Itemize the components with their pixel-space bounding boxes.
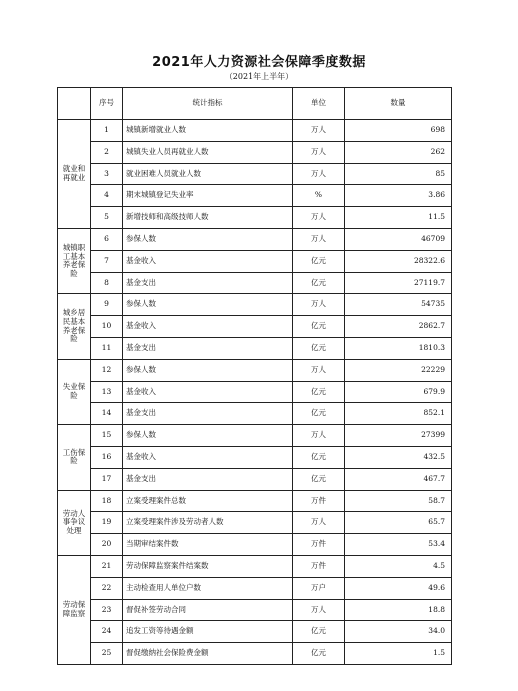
table-row [58,381,452,403]
table-row [58,185,452,207]
serial-number-cell: 10 [91,316,123,338]
table-row [58,359,452,381]
quantity-cell: 46709 [345,228,452,250]
quantity-cell: 698 [345,120,452,142]
serial-number-cell: 7 [91,250,123,272]
table-row [58,446,452,468]
serial-number-cell: 4 [91,185,123,207]
serial-number-cell: 22 [91,577,123,599]
indicator-cell: 当期审结案件数 [123,534,293,556]
quantity-cell: 11.5 [345,207,452,229]
category-cell: 失业保险 [58,359,91,424]
unit-cell: 亿元 [293,316,345,338]
serial-number-cell: 2 [91,141,123,163]
unit-cell: 万件 [293,555,345,577]
unit-cell: 万人 [293,425,345,447]
quantity-cell: 27119.7 [345,272,452,294]
serial-number-cell: 25 [91,643,123,665]
quantity-cell: 4.5 [345,555,452,577]
serial-number-cell: 8 [91,272,123,294]
serial-number-cell: 1 [91,120,123,142]
quantity-cell: 58.7 [345,490,452,512]
table-row [58,621,452,643]
indicator-cell: 期末城镇登记失业率 [123,185,293,207]
unit-cell: 万人 [293,228,345,250]
table-row [58,207,452,229]
unit-cell: 万件 [293,490,345,512]
table-row [58,512,452,534]
quantity-cell: 262 [345,141,452,163]
indicator-cell: 主动检查用人单位户数 [123,577,293,599]
unit-cell: 万人 [293,512,345,534]
header-indicator: 统计指标 [123,88,293,120]
quantity-cell: 53.4 [345,534,452,556]
unit-cell: % [293,185,345,207]
indicator-cell: 立案受理案件总数 [123,490,293,512]
category-cell: 就业和再就业 [58,120,91,229]
unit-cell: 万人 [293,141,345,163]
unit-cell: 万件 [293,534,345,556]
table-row [58,534,452,556]
unit-cell: 亿元 [293,381,345,403]
quantity-cell: 2862.7 [345,316,452,338]
serial-number-cell: 18 [91,490,123,512]
indicator-cell: 督促补签劳动合同 [123,599,293,621]
quantity-cell: 432.5 [345,446,452,468]
unit-cell: 万人 [293,120,345,142]
quantity-cell: 54735 [345,294,452,316]
header-unit: 单位 [293,88,345,120]
indicator-cell: 城镇新增就业人数 [123,120,293,142]
table-row [58,228,452,250]
serial-number-cell: 21 [91,555,123,577]
serial-number-cell: 5 [91,207,123,229]
unit-cell: 亿元 [293,468,345,490]
quantity-cell: 679.9 [345,381,452,403]
unit-cell: 亿元 [293,337,345,359]
page-subtitle: （2021年上半年） [224,72,294,81]
unit-cell: 万人 [293,599,345,621]
indicator-cell: 督促缴纳社会保险费金额 [123,643,293,665]
table-header-row [58,88,452,120]
indicator-cell: 城镇失业人员再就业人数 [123,141,293,163]
page-title: 2021年人力资源社会保障季度数据 [152,55,366,70]
table-body [58,120,452,665]
indicator-cell: 参保人数 [123,425,293,447]
category-cell: 劳动保障监察 [58,555,91,664]
indicator-cell: 追发工资等待遇金额 [123,621,293,643]
indicator-cell: 立案受理案件涉及劳动者人数 [123,512,293,534]
serial-number-cell: 12 [91,359,123,381]
quantity-cell: 852.1 [345,403,452,425]
table-row [58,141,452,163]
category-cell: 工伤保险 [58,425,91,490]
unit-cell: 万人 [293,359,345,381]
category-cell: 劳动人事争议处理 [58,490,91,555]
unit-cell: 亿元 [293,446,345,468]
indicator-cell: 参保人数 [123,228,293,250]
quantity-cell: 3.86 [345,185,452,207]
serial-number-cell: 6 [91,228,123,250]
serial-number-cell: 19 [91,512,123,534]
table-row [58,490,452,512]
table-row [58,316,452,338]
table-row [58,425,452,447]
quantity-cell: 1810.3 [345,337,452,359]
category-cell: 城乡居民基本养老保险 [58,294,91,359]
quantity-cell: 22229 [345,359,452,381]
serial-number-cell: 20 [91,534,123,556]
quantity-cell: 85 [345,163,452,185]
serial-number-cell: 11 [91,337,123,359]
serial-number-cell: 16 [91,446,123,468]
indicator-cell: 基金收入 [123,446,293,468]
indicator-cell: 劳动保障监察案件结案数 [123,555,293,577]
indicator-cell: 基金收入 [123,381,293,403]
indicator-cell: 基金支出 [123,468,293,490]
unit-cell: 万户 [293,577,345,599]
quantity-cell: 467.7 [345,468,452,490]
header-category [58,88,91,120]
quantity-cell: 18.8 [345,599,452,621]
table-row [58,468,452,490]
table-row [58,294,452,316]
indicator-cell: 基金收入 [123,250,293,272]
indicator-cell: 就业困难人员就业人数 [123,163,293,185]
indicator-cell: 参保人数 [123,359,293,381]
header-serial-number: 序号 [91,88,123,120]
indicator-cell: 参保人数 [123,294,293,316]
table-row [58,163,452,185]
table-row [58,643,452,665]
unit-cell: 亿元 [293,272,345,294]
unit-cell: 亿元 [293,621,345,643]
serial-number-cell: 17 [91,468,123,490]
header-quantity: 数量 [345,88,452,120]
table-row [58,403,452,425]
quantity-cell: 49.6 [345,577,452,599]
unit-cell: 万人 [293,207,345,229]
quantity-cell: 65.7 [345,512,452,534]
table-row [58,337,452,359]
table-row [58,250,452,272]
unit-cell: 亿元 [293,250,345,272]
indicator-cell: 基金支出 [123,403,293,425]
table-row [58,272,452,294]
table-row [58,555,452,577]
quantity-cell: 27399 [345,425,452,447]
serial-number-cell: 3 [91,163,123,185]
statistics-table [57,87,452,665]
unit-cell: 亿元 [293,643,345,665]
quantity-cell: 1.5 [345,643,452,665]
serial-number-cell: 14 [91,403,123,425]
quantity-cell: 34.0 [345,621,452,643]
table-row [58,120,452,142]
unit-cell: 万人 [293,163,345,185]
serial-number-cell: 13 [91,381,123,403]
indicator-cell: 基金支出 [123,272,293,294]
indicator-cell: 新增技师和高级技师人数 [123,207,293,229]
unit-cell: 亿元 [293,403,345,425]
quantity-cell: 28322.6 [345,250,452,272]
category-cell: 城镇职工基本养老保险 [58,228,91,293]
indicator-cell: 基金收入 [123,316,293,338]
serial-number-cell: 23 [91,599,123,621]
indicator-cell: 基金支出 [123,337,293,359]
serial-number-cell: 24 [91,621,123,643]
serial-number-cell: 9 [91,294,123,316]
table-row [58,577,452,599]
unit-cell: 万人 [293,294,345,316]
table-row [58,599,452,621]
serial-number-cell: 15 [91,425,123,447]
